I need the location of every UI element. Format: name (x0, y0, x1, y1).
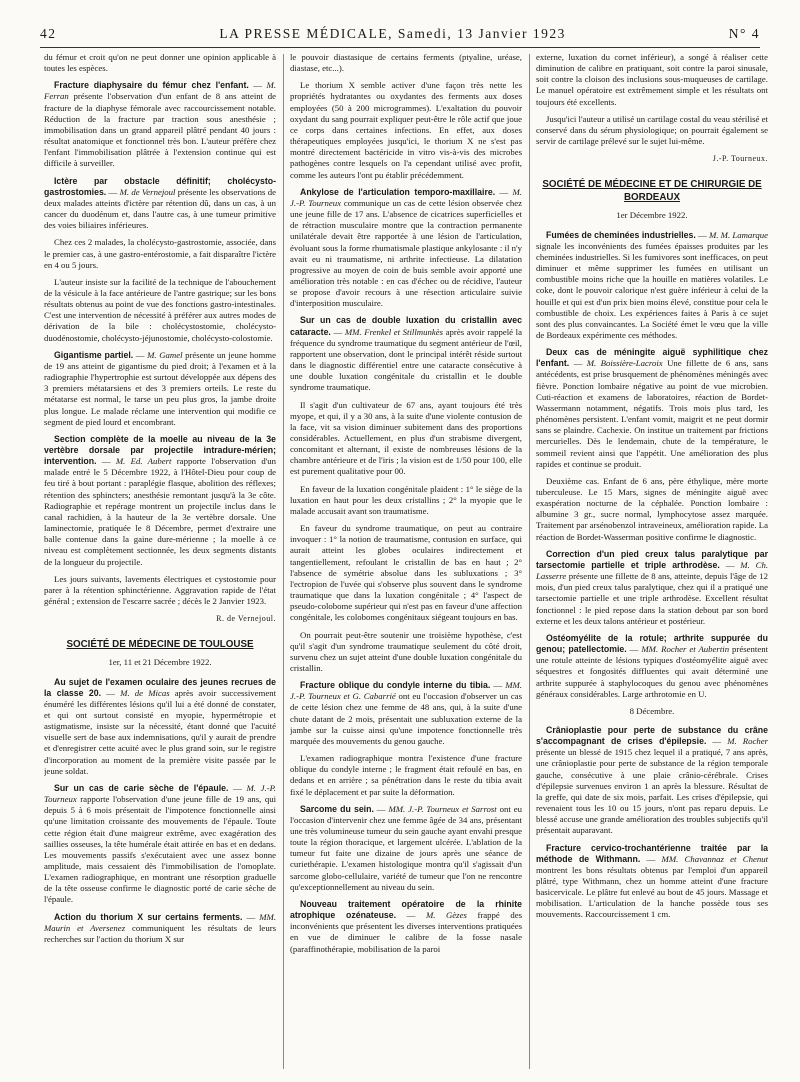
page-number: 42 (40, 26, 57, 41)
article-title: Ictère par obstacle définitif; cholécysto-gastrostomies. (44, 175, 276, 197)
article-authors: M. J.-P. Tourneux (44, 782, 276, 805)
paragraph-text: frappé des inconvénients que présentent les diverses interventions pratiquées en vue de diminuer le calibre de la fosse nasale (paraffinothérapie, mobilisation de la paroi (290, 910, 522, 954)
article-paragraph: Sur un cas de carie sèche de l'épaule. — M. J.-P. Tourneux rapporte l'observation d'une jeune fille de 19 ans, qui depuis 5 à 6 mois présentait de l'impotence fonctionnelle ainsi qu'une limitation croissante des mouvements de l'épaule. Toute cette région était d'une maigreur extrême, avec exagération des saillies osseuses, la tête humérale était attirée en bas et en dedans. Les mouvements passifs s'exécutaient avec une assez bonne amplitude, mais cessaient dès l'immobilisation de l'omoplate. L'examen radiographique, en montrant une résorption graduelle de la tête osseuse confirme le diagnostic porté de carie sèche de l'épaule. (44, 782, 276, 905)
article-paragraph: Nouveau traitement opératoire de la rhinite atrophique ozénateuse. — M. Gèzes frappé des inconvénients que présentent les diverses interventions pratiquées en vue de diminuer le calibre de la fosse nasale (paraffinothérapie, mobilisation de la paroi (290, 898, 522, 954)
paragraph (44, 237, 276, 270)
article-paragraph: Action du thorium X sur certains ferments. — MM. Maurin et Aversenez communiquent les résultats de leurs recherches sur l'action du thorium X sur (44, 911, 276, 944)
paragraph-text: En faveur de la luxation congénitale plaident : 1° le siège de la luxation en haut pour les deux cristallins ; 2° la myopie que le malade accusait avant son traumatisme. (290, 483, 522, 516)
article-paragraph: Ankylose de l'articulation temporo-maxillaire. — M. J.-P. Tourneux communique un cas de cette lésion observée chez une jeune fille de 17 ans. L'absence de cicatrices superficielles et de rétraction musculaire montre que la contraction permanente unilatérale devait être rapportée à une lésion de l'articulation, évoluant sous la forme rhumatismale plastique ankylosante : il n'y avait eu ni traumatisme, ni arthrite infectieuse. La dilatation progressive au moyen de coin de buis semble avoir apporté une amélioration très notable : en cas d'échec ou de récidive, l'auteur se propose d'avoir recours à une résection articulaire suivie d'interposition musculaire. (290, 186, 522, 309)
paragraph-text: Les jours suivants, lavements électriques et cystostomie pour parer à la rétention sphinctérienne. Aggravation rapide de l'état général ; extension de l'escarre sacrée ; décès le 2 Janvier 1923. (44, 573, 276, 607)
article-paragraph: Deux cas de méningite aiguë syphilitique chez l'enfant. — M. Boissière-Lacroix Une fillette de 6 ans, sans antécédents, est prise brusquement de phénomènes méningés avec fièvre. Ponction lombaire négative au point de vue microbien. Cuti-réaction et examens de laboratoires, réaction de Bordet-Wassermann notamment, négatifs. Trois mois plus tard, les phénomènes persistent. L'enfant vomit, maigrit et ne peut dormir sans se plaindre. Cachexie. On institue un traitement par frictions mercurielles. Dès le lendemain, chute de la température, le sommeil revient ainsi que l'appétit. Une amélioration des plus rapides et continue se produit. (536, 347, 768, 469)
author-signature: J.-P. Tourneux. (712, 154, 768, 164)
society-heading: SOCIÉTÉ DE MÉDECINE ET DE CHIRURGIE DE BORDEAUX (542, 179, 762, 204)
article-paragraph: Section complète de la moelle au niveau de la 3e vertèbre dorsale par projectile intradure-mérien; intervention. — M. Ed. Aubert rapporte l'observation d'un malade entré le 5 Décembre 1922, à l'Hôtel-Dieu pour coup de feu tiré à bout portant : paraplégie flasque, abolition des réflexes; rétention des sphincters; anesthésie remontant jusqu'à la 3e côte. Radiographie et repérage montrent un projectile inclus dans le canal rachidien, à la hauteur de la 3e vertèbre dorsale. Une laminectomie, pratiquée le 8 Décembre, permet d'extraire une balle contenue dans la gaine dure-mérienne ; la moelle à ce niveau est complètement sectionnée, les deux segments distants de la longueur du projectile. (44, 433, 276, 567)
article-authors: MM. Chavannaz et Chenut (661, 853, 768, 864)
paragraph (290, 630, 522, 675)
article-paragraph: Au sujet de l'examen oculaire des jeunes recrues de la classe 20. — M. de Micas après avoir successivement énuméré les différentes lésions qu'il lui a été donné de constater, et qui ont surtout consisté en myopie, hypermétropie et astigmatisme, insiste sur la nécessité, étant donné que l'acuité visuelle sert de base aux indemnisations, qu'il y aurait de prendre et d'enregistrer cette acuité avec le plus grand soin, sur le registre d'incorporation au moment de la première visite passée par le jeune soldat. (44, 676, 276, 776)
column-divider (529, 54, 530, 1069)
paragraph-text: Une fillette de 6 ans, sans antécédents, est prise brusquement de phénomènes méningés avec fièvre. Ponction lombaire négative au point de vue microbien. Cuti-réaction et examens de laboratoires, réaction de Bordet-Wassermann notamment, négatifs. Trois mois plus tard, les phénomènes persistent. L'enfant vomit, maigrit et ne peut dormir sans se plaindre. Cachexie. On institue un traitement par frictions mercurielles. Dès le lendemain, chute de la température, le sommeil revient ainsi que l'appétit. Une amélioration des plus rapides et continue se produit. (536, 358, 768, 469)
paragraph-text: après avoir successivement énuméré les différentes lésions qu'il lui a été donné de constater, et qui ont surtout consisté en myopie, hypermétropie et astigmatisme, insiste sur la nécessité, étant donné que l'acuité visuelle sert de base aux indemnisations, qu'il y aurait de prendre et d'enregistrer cette acuité avec le plus grand soin, sur le registre d'incorporation au moment de la première visite passée par le jeune soldat. (44, 687, 276, 776)
article-paragraph: Correction d'un pied creux talus paralytique par tarsectomie partielle et triple arthrodèse. — M. Ch. Lasserre présente une fillette de 8 ans, atteinte, depuis l'âge de 12 mois, d'un pied creux talus paralytique, chez qui il a pratiqué une tarsectomie partielle et une triple arthrodèse. Excellent résultat fonctionnel : le pied repose dans la station debout par son bord externe et les deux talons antérieur et postérieur. (536, 548, 768, 626)
journal-title: LA PRESSE MÉDICALE, Samedi, 13 Janvier 1923 (219, 26, 566, 41)
article-paragraph: Ictère par obstacle définitif; cholécysto-gastrostomies. — M. de Vernejoul présente les observations de deux malades atteints d'ictère par rétention dû, dans un cas, à un cancer du duodénum et, dans l'autre cas, à une tumeur primitive des voies biliaires inférieures. (44, 175, 276, 231)
paragraph-text: En faveur du syndrome traumatique, on peut au contraire invoquer : 1° la notion de traumatisme, contusion en surface, qui aurait atteint les globes oculaires indirectement et tangentiellement, refoulant le cristallin de bas en haut ; 2° l'absence de symétrie absolue dans les subluxations ; 3° l'ectropion de l'uvée qui s'observe plus souvent dans le syndrome traumatique que dans la luxation congénitale ; 4° l'aspect de pseudo-colobome supérieur qui n'est pas en faveur d'une affection congénitale, les colobomes congénitaux siégeant toujours en bas. (290, 523, 522, 623)
article-title: Correction d'un pied creux talus paralytique par tarsectomie partielle et triple arthrodèse. (536, 548, 768, 570)
paragraph-text: L'examen radiographique montra l'existence d'une fracture oblique du condyle interne ; le fragment était refoulé en bas, en dedans et en arrière ; sa pénétration dans le reste du tibia avait fixé le déplacement et par suite la déformation. (290, 753, 522, 797)
article-title: Ankylose de l'articulation temporo-maxillaire. (300, 186, 496, 197)
article-title: Sur un cas de carie sèche de l'épaule. (54, 782, 229, 793)
paragraph (290, 52, 522, 74)
paragraph-text: le pouvoir diastasique de certains ferments (ptyaline, uréase, diastase, etc...). (290, 52, 522, 74)
paragraph (290, 80, 522, 180)
paragraph-text: ont eu l'occasion d'intervenir chez une femme âgée de 34 ans, présentant une très volumineuse tumeur du sein gauche ayant envahi presque toute la région thoracique, et largement ulcérée. L'ablation de la tumeur fut faite une dizaine de jours après une séance de curiethérapie. L'examen histologique montra qu'il s'agissait d'un sarcome globo-cellulaire, variété de tumeur que l'on ne rencontre qu'exceptionnellement au niveau du sein. (290, 803, 522, 892)
article-title: Ostéomyélite de la rotule; arthrite suppurée du genou; patellectomie. (536, 632, 768, 655)
article-title: Nouveau traitement opératoire de la rhinite atrophique ozénateuse. (290, 898, 522, 921)
paragraph (44, 574, 276, 607)
article-authors: M. de Vernejoul (119, 186, 176, 197)
header-rule (40, 47, 760, 48)
paragraph (290, 484, 522, 517)
paragraph-text: communiquent les résultats de leurs recherches sur l'action du thorium X sur (44, 922, 276, 944)
article-title: Crânioplastie pour perte de substance du crâne s'accompagnant de crises d'épilepsie. (536, 724, 768, 747)
paragraph-text: présente un blessé de 1915 chez lequel il a pratiqué, 7 ans après, une crânioplastie pour perte de substance de la région temporale gauche, consécutive à une plaie crânio-cérébrale. Crises d'épilepsie survenues environ 1 an après la blessure. Résultat de la greffe, qui date de six mois, parfait. Les crises d'épilepsie, qui revenaient tous les 10 ou 15 jours, n'ont pas reparu depuis. Le blessé accuse une grande amélioration des troubles subjectifs qu'il présentait auparavant. (536, 747, 768, 836)
article-title: Gigantisme partiel. (54, 349, 134, 360)
article-title: Au sujet de l'examen oculaire des jeunes recrues de la classe 20. (44, 676, 276, 698)
paragraph (44, 277, 276, 344)
article-paragraph: Gigantisme partiel. — M. Gamel présente un jeune homme de 19 ans atteint de gigantisme du pied droit; à l'examen et à la radiographie l'hypertrophie est surtout développée aux dépens des 3 premiers métatarsiens et des 3 premiers orteils. Le reste du métatarse est normal, le tarse un peu plus gros, la jambe droite plus longue. Le malade réclame une intervention qui modifie ce segment de pied lourd et encombrant. (44, 349, 276, 427)
paragraph-text: présente l'observation d'un enfant de 8 ans atteint de fracture de la diaphyse fémorale avec raccourcissement notable. Réduction de la fracture par traction sous anesthésie ; immobilisation dans un grand appareil plâtré pendant 40 jours : résultat anatomique et fonctionnel très bon. L'auteur préfère chez l'enfant l'immobilisation plâtrée à l'extension continue qui est difficile à surveiller. (44, 91, 276, 169)
article-paragraph: Sur un cas de double luxation du cristallin avec cataracte. — MM. Frenkel et Stillmunkès après avoir rappelé la fréquence du syndrome traumatique du segment antérieur de l'œil, rapportent une observation, dont le principal intérêt réside surtout dans le diagnostic différentiel entre une cataracte consécutive à une double luxation congénitale du cristallin et le double syndrome traumatique. (290, 315, 522, 393)
paragraph-text: présente un jeune homme de 19 ans atteint de gigantisme du pied droit; à l'examen et à la radiographie l'hypertrophie est surtout développée aux dépens des 3 premiers métatarsiens et des 3 premiers orteils. Le reste du métatarse est normal, le tarse un peu plus gros, la jambe droite plus longue. Le malade réclame une intervention qui modifie ce segment de pied lourd et encombrant. (44, 349, 276, 427)
article-title: Section complète de la moelle au niveau de la 3e vertèbre dorsale par projectile intradure-mérien; intervention. (44, 433, 276, 467)
society-heading: SOCIÉTÉ DE MÉDECINE DE TOULOUSE (66, 639, 254, 651)
article-paragraph: Crânioplastie pour perte de substance du crâne s'accompagnant de crises d'épilepsie. — M. Rocher présente un blessé de 1915 chez lequel il a pratiqué, 7 ans après, une crânioplastie pour perte de substance de la région temporale gauche, consécutive à une plaie crânio-cérébrale. Crises d'épilepsie survenues environ 1 an après la blessure. Résultat de la greffe, qui date de six mois, parfait. Les crises d'épilepsie, qui revenaient tous les 10 ou 15 jours, n'ont pas reparu depuis. Le blessé accuse une grande amélioration des troubles subjectifs qu'il présentait auparavant. (536, 724, 768, 836)
article-title: Sur un cas de double luxation du cristallin avec cataracte. (290, 315, 522, 337)
paragraph-text: L'auteur insiste sur la facilité de la technique de l'abouchement de la vésicule à la face antérieure de l'antre gastrique; sur les bons résultats obtenus au point de vue des fonctions gastro-intestinales. C'est une intervention de nécessité à préférer aux autres modes de dérivation de la bile : cholécystostomie, cholécysto-duodénostomie, cholécysto-jéjunostomie, cholécysto-colostomie. (44, 276, 276, 343)
article-authors: M. de Micas (120, 687, 170, 698)
article-authors: MM. Maurin et Aversenez (44, 911, 276, 933)
article-authors: M. Gamel (147, 349, 183, 360)
paragraph (290, 753, 522, 798)
article-authors: M. J.-P. Tourneux (290, 186, 522, 208)
column-divider (283, 54, 284, 1069)
paragraph-text: communique un cas de cette lésion observée chez une jeune fille de 17 ans. L'absence de cicatrices superficielles et de rétraction musculaire montre que la contraction permanente unilatérale devait être rapportée à une lésion de l'articulation, évoluant sous la forme rhumatismale plastique ankylosante : il n'y avait eu ni traumatisme, ni arthrite infectieuse. La dilatation progressive au moyen de coin de buis semble avoir apporté une amélioration très notable : en cas d'échec ou de récidive, l'auteur se propose d'avoir recours à une résection articulaire suivie d'interposition musculaire. (290, 197, 522, 309)
article-title: Fracture cervico-trochantérienne traitée par la méthode de Withmann. (536, 842, 768, 864)
article-authors: M. Gèzes (425, 910, 467, 921)
page-header (40, 26, 760, 42)
paragraph-text: présentent une rotule atteinte de lésions typiques d'ostéomyélite aiguë avec séquestres et fongosités diffluentes qui avait déterminé une arthrite suppurée à staphylocoques du genou avec phénomènes généraux considérables. Large arthrotomie en U. (536, 644, 768, 699)
article-title: Fracture diaphysaire du fémur chez l'enfant. (54, 80, 249, 91)
paragraph-text: Jusqu'ici l'auteur a utilisé un cartilage costal du veau stérilisé et conservé dans du sérum physiologique; on pourrait également se servir de cartilage prélevé sur le sujet lui-même. (536, 113, 768, 147)
article-authors: MM. J.-P. Tourneux et Sarrost (388, 803, 497, 814)
paragraph-text: montrent les bons résultats obtenus par l'emploi d'un appareil plâtré, type Withmann, chez un homme atteint d'une fracture basicervicale. Le plâtre fut enlevé au bout de 45 jours. Massage et mobilisation. L'articulation de la hanche possède tous ses mouvements. Raccourcissement 1 cm. (536, 864, 768, 920)
paragraph-text: signale les inconvénients des fumées épaisses produites par les cheminées industrielles. Si les fumivores sont inefficaces, on peut diminuer et même supprimer les fumées en utilisant un combustible moins riche que la houille en matières volatiles. Le coke, dont le pouvoir calorique n'est guère inférieur à celui de la houille et qui est d'un prix bien moins élevé, constitue pour cela le combustible de choix. Les expériences faites à Paris à ce sujet sont des plus convaincantes. La Société émet le vœu que la ville de Bordeaux expérimente ces méthodes. (536, 240, 768, 340)
text-columns (44, 52, 768, 1074)
paragraph (536, 114, 768, 147)
paragraph-text: rapporte l'observation d'une jeune fille de 19 ans, qui depuis 5 à 6 mois présentait de l'impotence fonctionnelle ainsi qu'une limitation croissante des mouvements de l'épaule. Toute cette région était d'une maigreur extrême, avec exagération des saillies osseuses, la tête humérale était attirée en bas et en dedans. Les mouvements passifs s'exécutaient avec une assez bonne amplitude, mais cessaient dès l'immobilisation de l'omoplate. L'examen radiographique, en montrant une résorption graduelle de la tête osseuse confirme le diagnostic porté de carie sèche de l'épaule. (44, 794, 276, 905)
column-2 (290, 52, 522, 1070)
paragraph (44, 52, 276, 74)
article-authors: M. M. Lamarque (708, 229, 768, 240)
column-1 (44, 52, 276, 1070)
author-signature: R. de Vernejoul. (216, 614, 276, 624)
article-authors: M. Ch. Lasserre (536, 559, 768, 582)
paragraph-text: rapporte l'observation d'un malade entré le 5 Décembre 1922, à l'Hôtel-Dieu pour coup de feu tiré à bout portant : paraplégie flasque, abolition des réflexes; rétention des sphincters; anesthésie remontant jusqu'à la 3e côte. Radiographie et repérage montrent un projectile inclus dans le canal rachidien, à la hauteur de la 3e vertèbre dorsale. Une laminectomie, pratiquée le 8 Décembre, permet d'extraire une balle contenue dans la gaine dure-mérienne ; la moelle à ce niveau est complètement sectionnée, les deux segments distants de la longueur du projectile. (44, 456, 276, 567)
paragraph-text: Il s'agit d'un cultivateur de 67 ans, ayant toujours été très myope, et qui, il y a 30 ans, à la suite d'une violente contusion de la face, vit sa vision diminuer subitement dans des proportions considérables. Actuellement, en plus d'un strabisme divergent, concomitant et alternant, il existe de nombreuses lésions de la chambre antérieure et de l'iris ; la vision est de 1/50 pour 100, elle est purement qualitative pour 00. (290, 399, 522, 477)
paragraph-text: du fémur et croit qu'on ne peut donner une opinion applicable à toutes les espèces. (44, 52, 276, 74)
article-paragraph: Fracture cervico-trochantérienne traitée par la méthode de Withmann. — MM. Chavannaz et Chenut montrent les bons résultats obtenus par l'emploi d'un appareil plâtré, type Withmann, chez un homme atteint d'une fracture basicervicale. Le plâtre fut enlevé au bout de 45 jours. Massage et mobilisation. L'articulation de la hanche possède tous ses mouvements. Raccourcissement 1 cm. (536, 842, 768, 920)
paragraph-text: présente une fillette de 8 ans, atteinte, depuis l'âge de 12 mois, d'un pied creux talus paralytique, chez qui il a pratiqué une tarsectomie partielle et une triple arthrodèse. Excellent résultat fonctionnel : le pied repose dans la station debout par son bord externe et les deux talons antérieur et postérieur. (536, 571, 768, 626)
session-date: 1er Décembre 1922. (616, 210, 688, 221)
article-title: Deux cas de méningite aiguë syphilitique chez l'enfant. (536, 347, 768, 369)
article-title: Action du thorium X sur certains ferments. (54, 911, 243, 922)
paragraph (290, 400, 522, 478)
paragraph (290, 523, 522, 623)
paragraph (536, 52, 768, 108)
paragraph-text: ont eu l'occasion d'observer un cas de cette lésion chez une femme de 48 ans, qui, à la suite d'une chute datant de 2 mois, présentait une subluxation externe de la jambe sur la cuisse ainsi qu'une impotence fonctionnelle très marquée des mouvements du genou gauche. (290, 691, 522, 746)
column-3 (536, 52, 768, 1070)
article-authors: M. Rocher (727, 736, 768, 747)
paragraph-text: Deuxième cas. Enfant de 6 ans, père éthylique, mère morte tuberculeuse. Le 15 Mars, signes de méningite aiguë avec exaspération nocturne de la céphalée. Ponction lombaire : albumine 3 gr., sucre normal, lymphocytose assez marquée. Traitement par arsénobenzol intraveineux, amélioration rapide. La réaction de Bordet-Wasserman positive confirme le diagnostic. (536, 475, 768, 542)
session-date: 1er, 11 et 21 Décembre 1922. (108, 657, 212, 668)
paragraph-text: On pourrait peut-être soutenir une troisième hypothèse, c'est qu'il s'agit d'un syndrome traumatique seulement du côté droit, survenu chez un sujet atteint d'une double luxation congénitale du cristallin. (290, 629, 522, 673)
paragraph-text: après avoir rappelé la fréquence du syndrome traumatique du segment antérieur de l'œil, rapportent une observation, dont le principal intérêt réside surtout dans le diagnostic différentiel entre une cataracte consécutive à une double luxation congénitale du cristallin et le double syndrome traumatique. (290, 326, 522, 393)
paragraph (536, 476, 768, 543)
paragraph-text: externe, luxation du cornet inférieur), a songé à réaliser cette diminution de calibre en pratiquant, soit contre la paroi sinusale, soit contre la cloison des inclusions sous-muqueuses de cartilage. Le manuel opératoire est extrêmement simple et les résultats ont toujours été excellents. (536, 52, 768, 107)
article-authors: MM. Frenkel et Stillmunkès (344, 326, 444, 337)
article-paragraph: Fracture diaphysaire du fémur chez l'enfant. — M. Ferran présente l'observation d'un enfant de 8 ans atteint de fracture de la diaphyse fémorale avec raccourcissement notable. Réduction de la fracture par traction sous anesthésie ; immobilisation dans un grand appareil plâtré pendant 40 jours : résultat anatomique et fonctionnel très bon. L'auteur préfère chez l'enfant l'immobilisation plâtrée à l'extension continue qui est difficile à surveiller. (44, 80, 276, 169)
article-authors: M. Boissière-Lacroix (586, 358, 663, 369)
article-title: Fumées de cheminées industrielles. (546, 229, 696, 240)
article-paragraph: Ostéomyélite de la rotule; arthrite suppurée du genou; patellectomie. — MM. Rocher et Aubertin présentent une rotule atteinte de lésions typiques d'ostéomyélite aiguë avec séquestres et fongosités diffluentes qui avait déterminé une arthrite suppurée à staphylocoques du genou avec phénomènes généraux considérables. Large arthrotomie en U. (536, 632, 768, 699)
article-authors: M. Ed. Aubert (115, 456, 172, 467)
article-title: Sarcome du sein. (300, 803, 374, 814)
article-paragraph: Fumées de cheminées industrielles. — M. M. Lamarque signale les inconvénients des fumées épaisses produites par les cheminées industrielles. Si les fumivores sont inefficaces, on peut diminuer et même supprimer les fumées en utilisant un combustible moins riche que la houille en matières volatiles. Le coke, dont le pouvoir calorique n'est guère inférieur à celui de la houille et qui est d'un prix bien moins élevé, constitue pour cela le combustible de choix. Les expériences faites à Paris à ce sujet sont des plus convaincantes. La Société émet le vœu que la ville de Bordeaux expérimente ces méthodes. (536, 229, 768, 340)
paragraph-text: Le thorium X semble activer d'une façon très nette les propriétés hydratantes ou oxydantes des ferments aux doses employées (50 à 200 microgrammes). L'exaltation du pouvoir oxydant du sang pourrait expliquer peut-être le rôle actif que joue ce corps dans certaines infections. En effet, aux doses thérapeutiques employées jusqu'ici, le thorium X ne s'est pas montré directement bactéricide in vitro vis-à-vis des microbes pathogènes contre lesquels on l'a cependant utilisé avec profit, comme les auteurs l'ont pu établir précédemment. (290, 80, 522, 180)
article-authors: MM. J.-P. Tourneux et G. Cabarrié (290, 680, 522, 702)
issue-number: N° 4 (728, 26, 760, 41)
paragraph-text: Chez ces 2 malades, la cholécysto-gastrostomie, associée, dans le premier cas, à une gastro-entérostomie, a fait disparaître l'ictère en 4 ou 5 jours. (44, 237, 276, 270)
article-authors: M. Ferran (44, 80, 276, 102)
article-paragraph: Sarcome du sein. — MM. J.-P. Tourneux et Sarrost ont eu l'occasion d'intervenir chez une femme âgée de 34 ans, présentant une très volumineuse tumeur du sein gauche ayant envahi presque toute la région thoracique, et largement ulcérée. L'ablation de la tumeur fut faite une dizaine de jours après une séance de curiethérapie. L'examen histologique montra qu'il s'agissait d'un sarcome globo-cellulaire, variété de tumeur que l'on ne rencontre qu'exceptionnellement au niveau du sein. (290, 803, 522, 892)
paragraph-text: présente les observations de deux malades atteints d'ictère par rétention dû, dans un cas, à un cancer du duodénum et, dans l'autre cas, à une tumeur primitive des voies biliaires inférieures. (44, 186, 276, 231)
session-date: 8 Décembre. (629, 705, 675, 716)
article-paragraph: Fracture oblique du condyle interne du tibia. — MM. J.-P. Tourneux et G. Cabarrié ont eu l'occasion d'observer un cas de cette lésion chez une femme de 48 ans, qui, à la suite d'une chute datant de 2 mois, présentait une subluxation externe de la jambe sur la cuisse ainsi qu'une impotence fonctionnelle très marquée des mouvements du genou gauche. (290, 680, 522, 746)
article-title: Fracture oblique du condyle interne du tibia. (300, 680, 491, 691)
article-authors: MM. Rocher et Aubertin (641, 644, 730, 655)
